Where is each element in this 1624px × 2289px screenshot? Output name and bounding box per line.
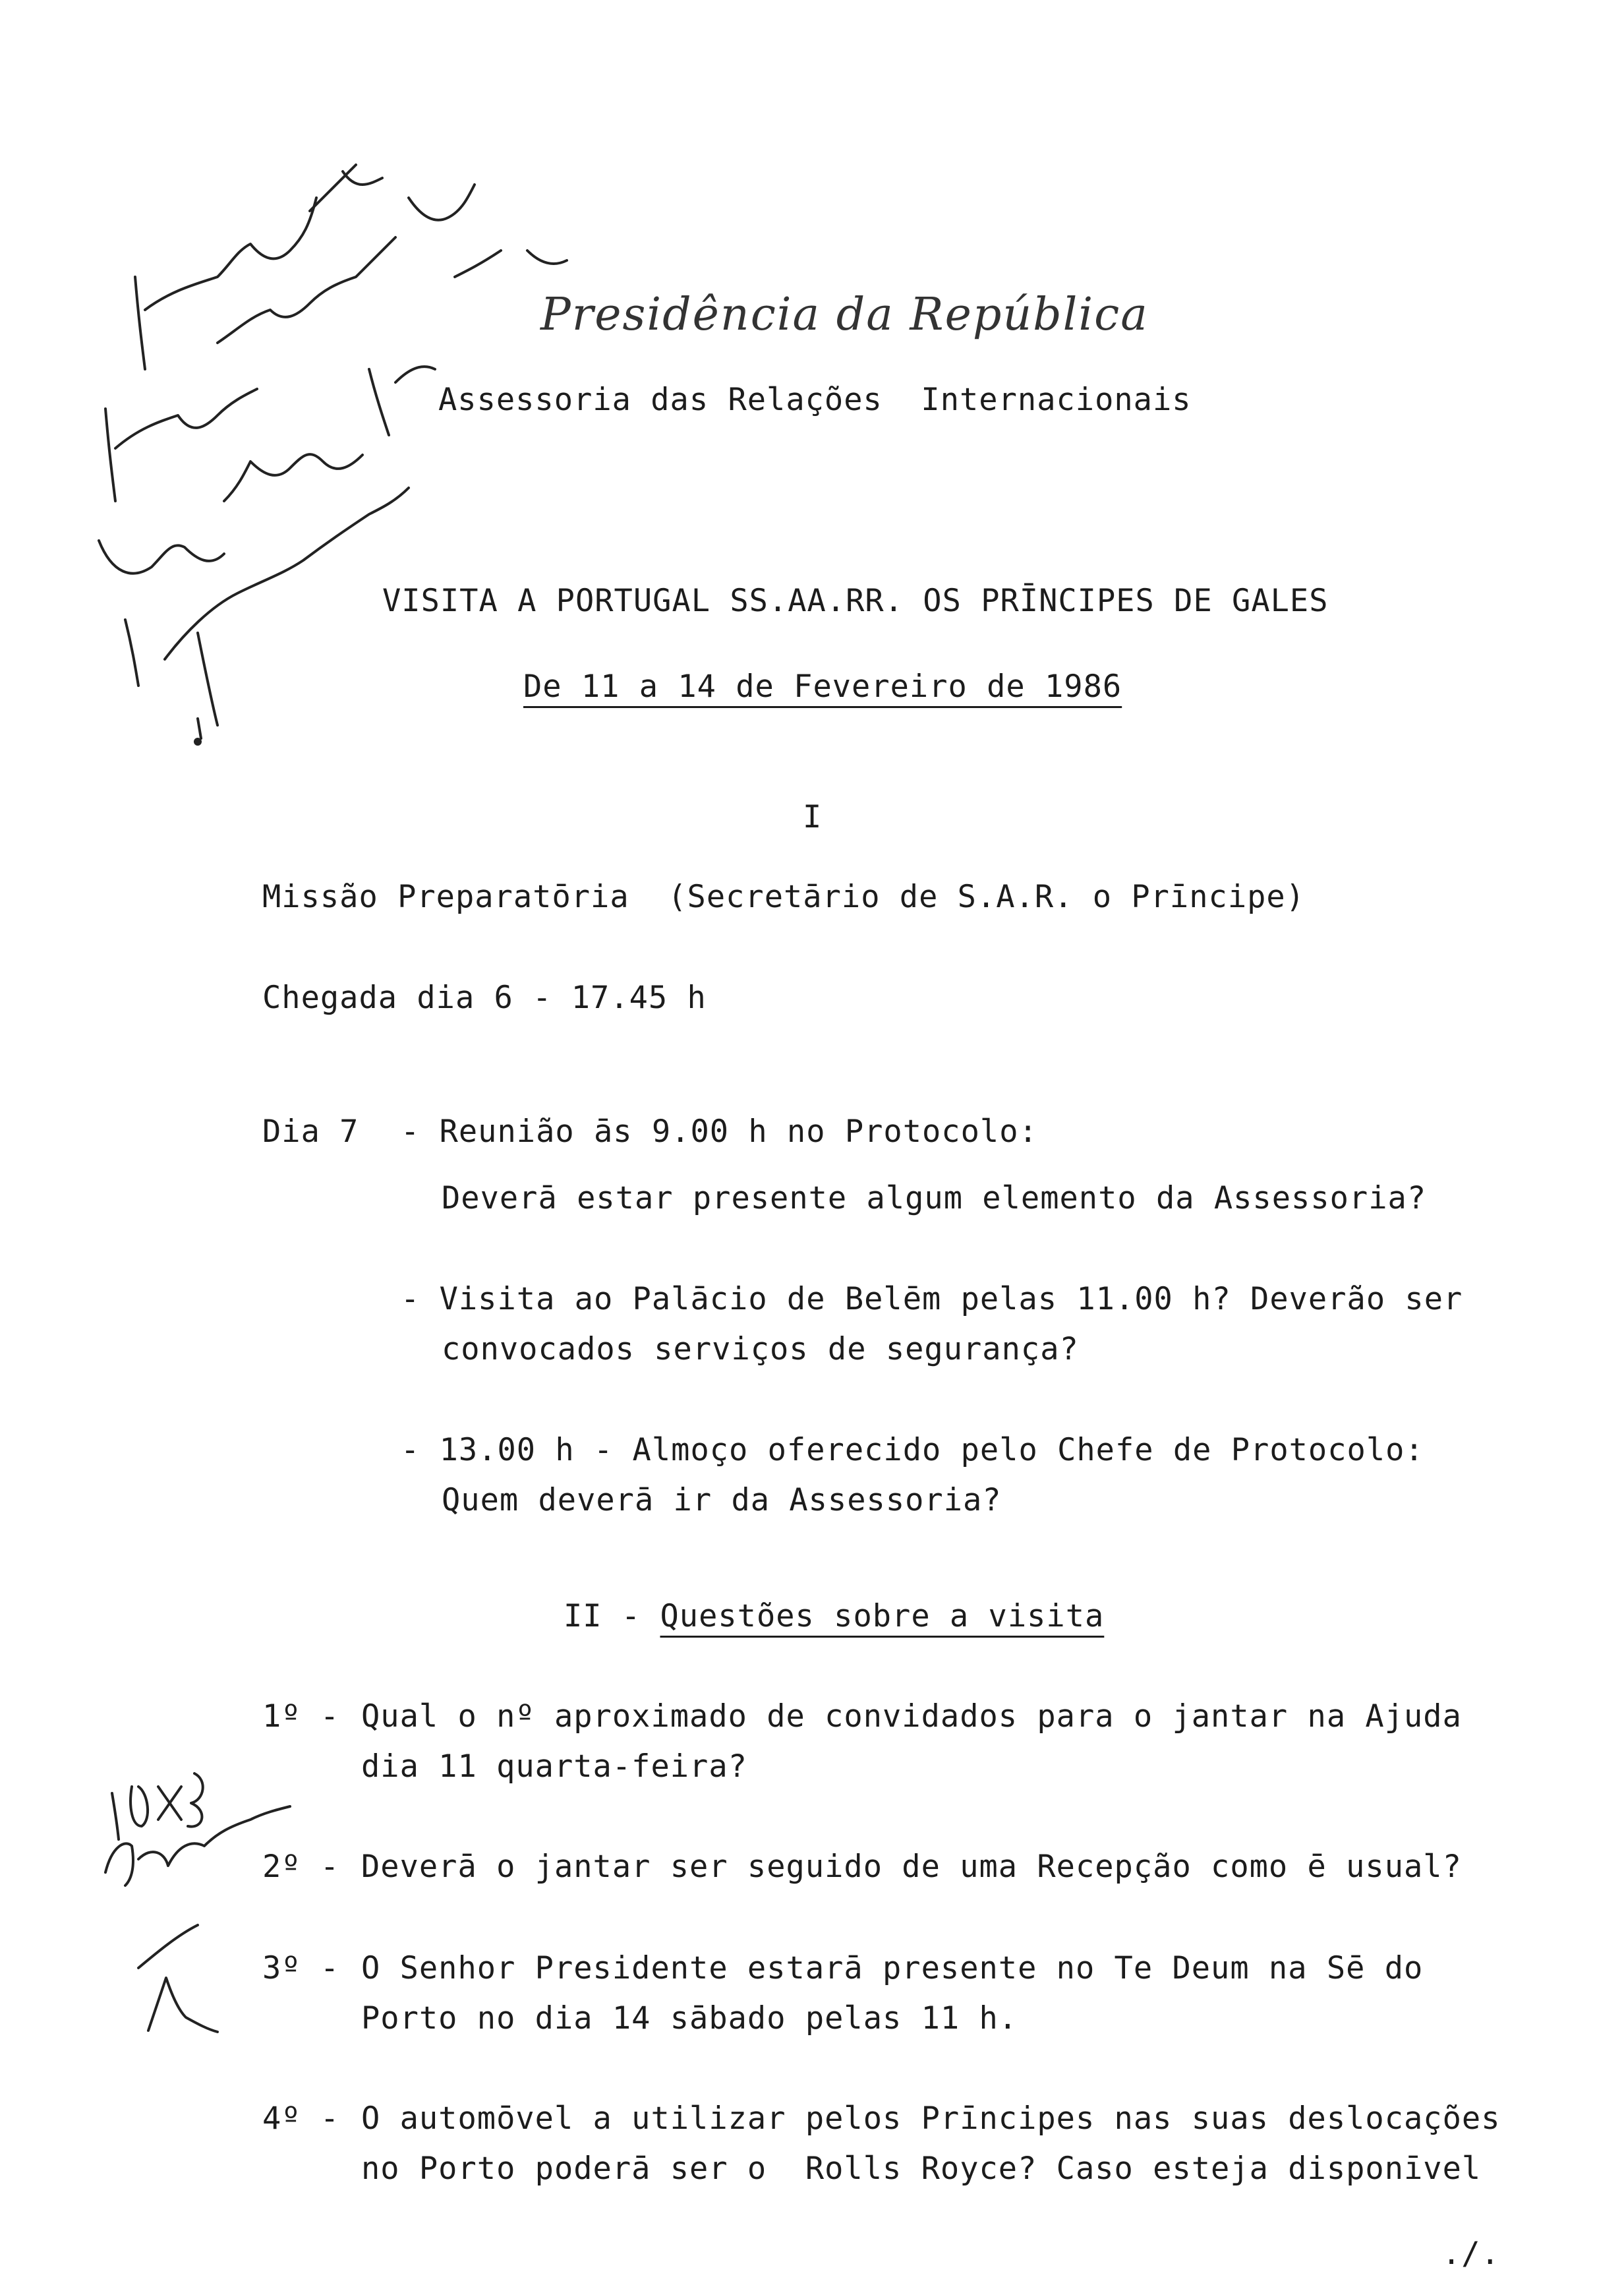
question-2-line1: Deverā o jantar ser seguido de uma Recepção como ē usual? xyxy=(361,1849,1462,1885)
question-3-line2: Porto no dia 14 sābado pelas 11 h. xyxy=(361,2000,1018,2036)
visit-dates: De 11 a 14 de Fevereiro de 1986 xyxy=(523,669,1122,705)
day7-item3-line2: Quem deverā ir da Assessoria? xyxy=(442,1482,1002,1518)
section-ii-heading xyxy=(564,1598,1105,1634)
question-3-line1: O Senhor Presidente estarā presente no Te Deum na Sē do xyxy=(361,1950,1424,1986)
day7-item2-line2: convocados serviços de segurança? xyxy=(442,1331,1079,1367)
day7-label: Dia 7 xyxy=(262,1114,359,1150)
question-1-number: 1º - xyxy=(262,1698,340,1735)
question-1-line2: dia 11 quarta-feira? xyxy=(361,1748,747,1785)
question-2-number: 2º - xyxy=(262,1849,340,1885)
section-ii-title: Questões sobre a visita xyxy=(660,1598,1105,1634)
question-4-line1: O automōvel a utilizar pelos Prīncipes nas suas deslocações xyxy=(361,2100,1501,2137)
document-title: VISITA A PORTUGAL SS.AA.RR. OS PRĪNCIPES DE GALES xyxy=(382,583,1329,619)
letterhead-institution: Presidência da República xyxy=(540,289,1149,341)
day7-item2-line1: - Visita ao Palācio de Belēm pelas 11.00 h? Deverão ser xyxy=(401,1281,1463,1317)
section-numeral-i: I xyxy=(803,799,823,835)
section-ii-prefix: II - xyxy=(564,1598,660,1634)
question-1-line1: Qual o nº aproximado de convidados para o jantar na Ajuda xyxy=(361,1698,1462,1735)
question-3-number: 3º - xyxy=(262,1950,340,1986)
question-4-line2: no Porto poderā ser o Rolls Royce? Caso esteja disponīvel xyxy=(361,2151,1482,2187)
day7-item1-line1: - Reunião ās 9.00 h no Protocolo: xyxy=(401,1114,1038,1150)
continuation-mark: ./. xyxy=(1442,2236,1500,2272)
day7-item1-line2: Deverā estar presente algum elemento da Assessoria? xyxy=(442,1180,1427,1216)
question-4-number: 4º - xyxy=(262,2100,340,2137)
day7-item3-line1: - 13.00 h - Almoço oferecido pelo Chefe de Protocolo: xyxy=(401,1432,1424,1468)
preparatory-mission: Missão Preparatōria (Secretārio de S.A.R. o Prīncipe) xyxy=(262,879,1306,915)
letterhead-department: Assessoria das Relações Internacionais xyxy=(438,382,1192,418)
arrival-line: Chegada dia 6 - 17.45 h xyxy=(262,980,707,1016)
